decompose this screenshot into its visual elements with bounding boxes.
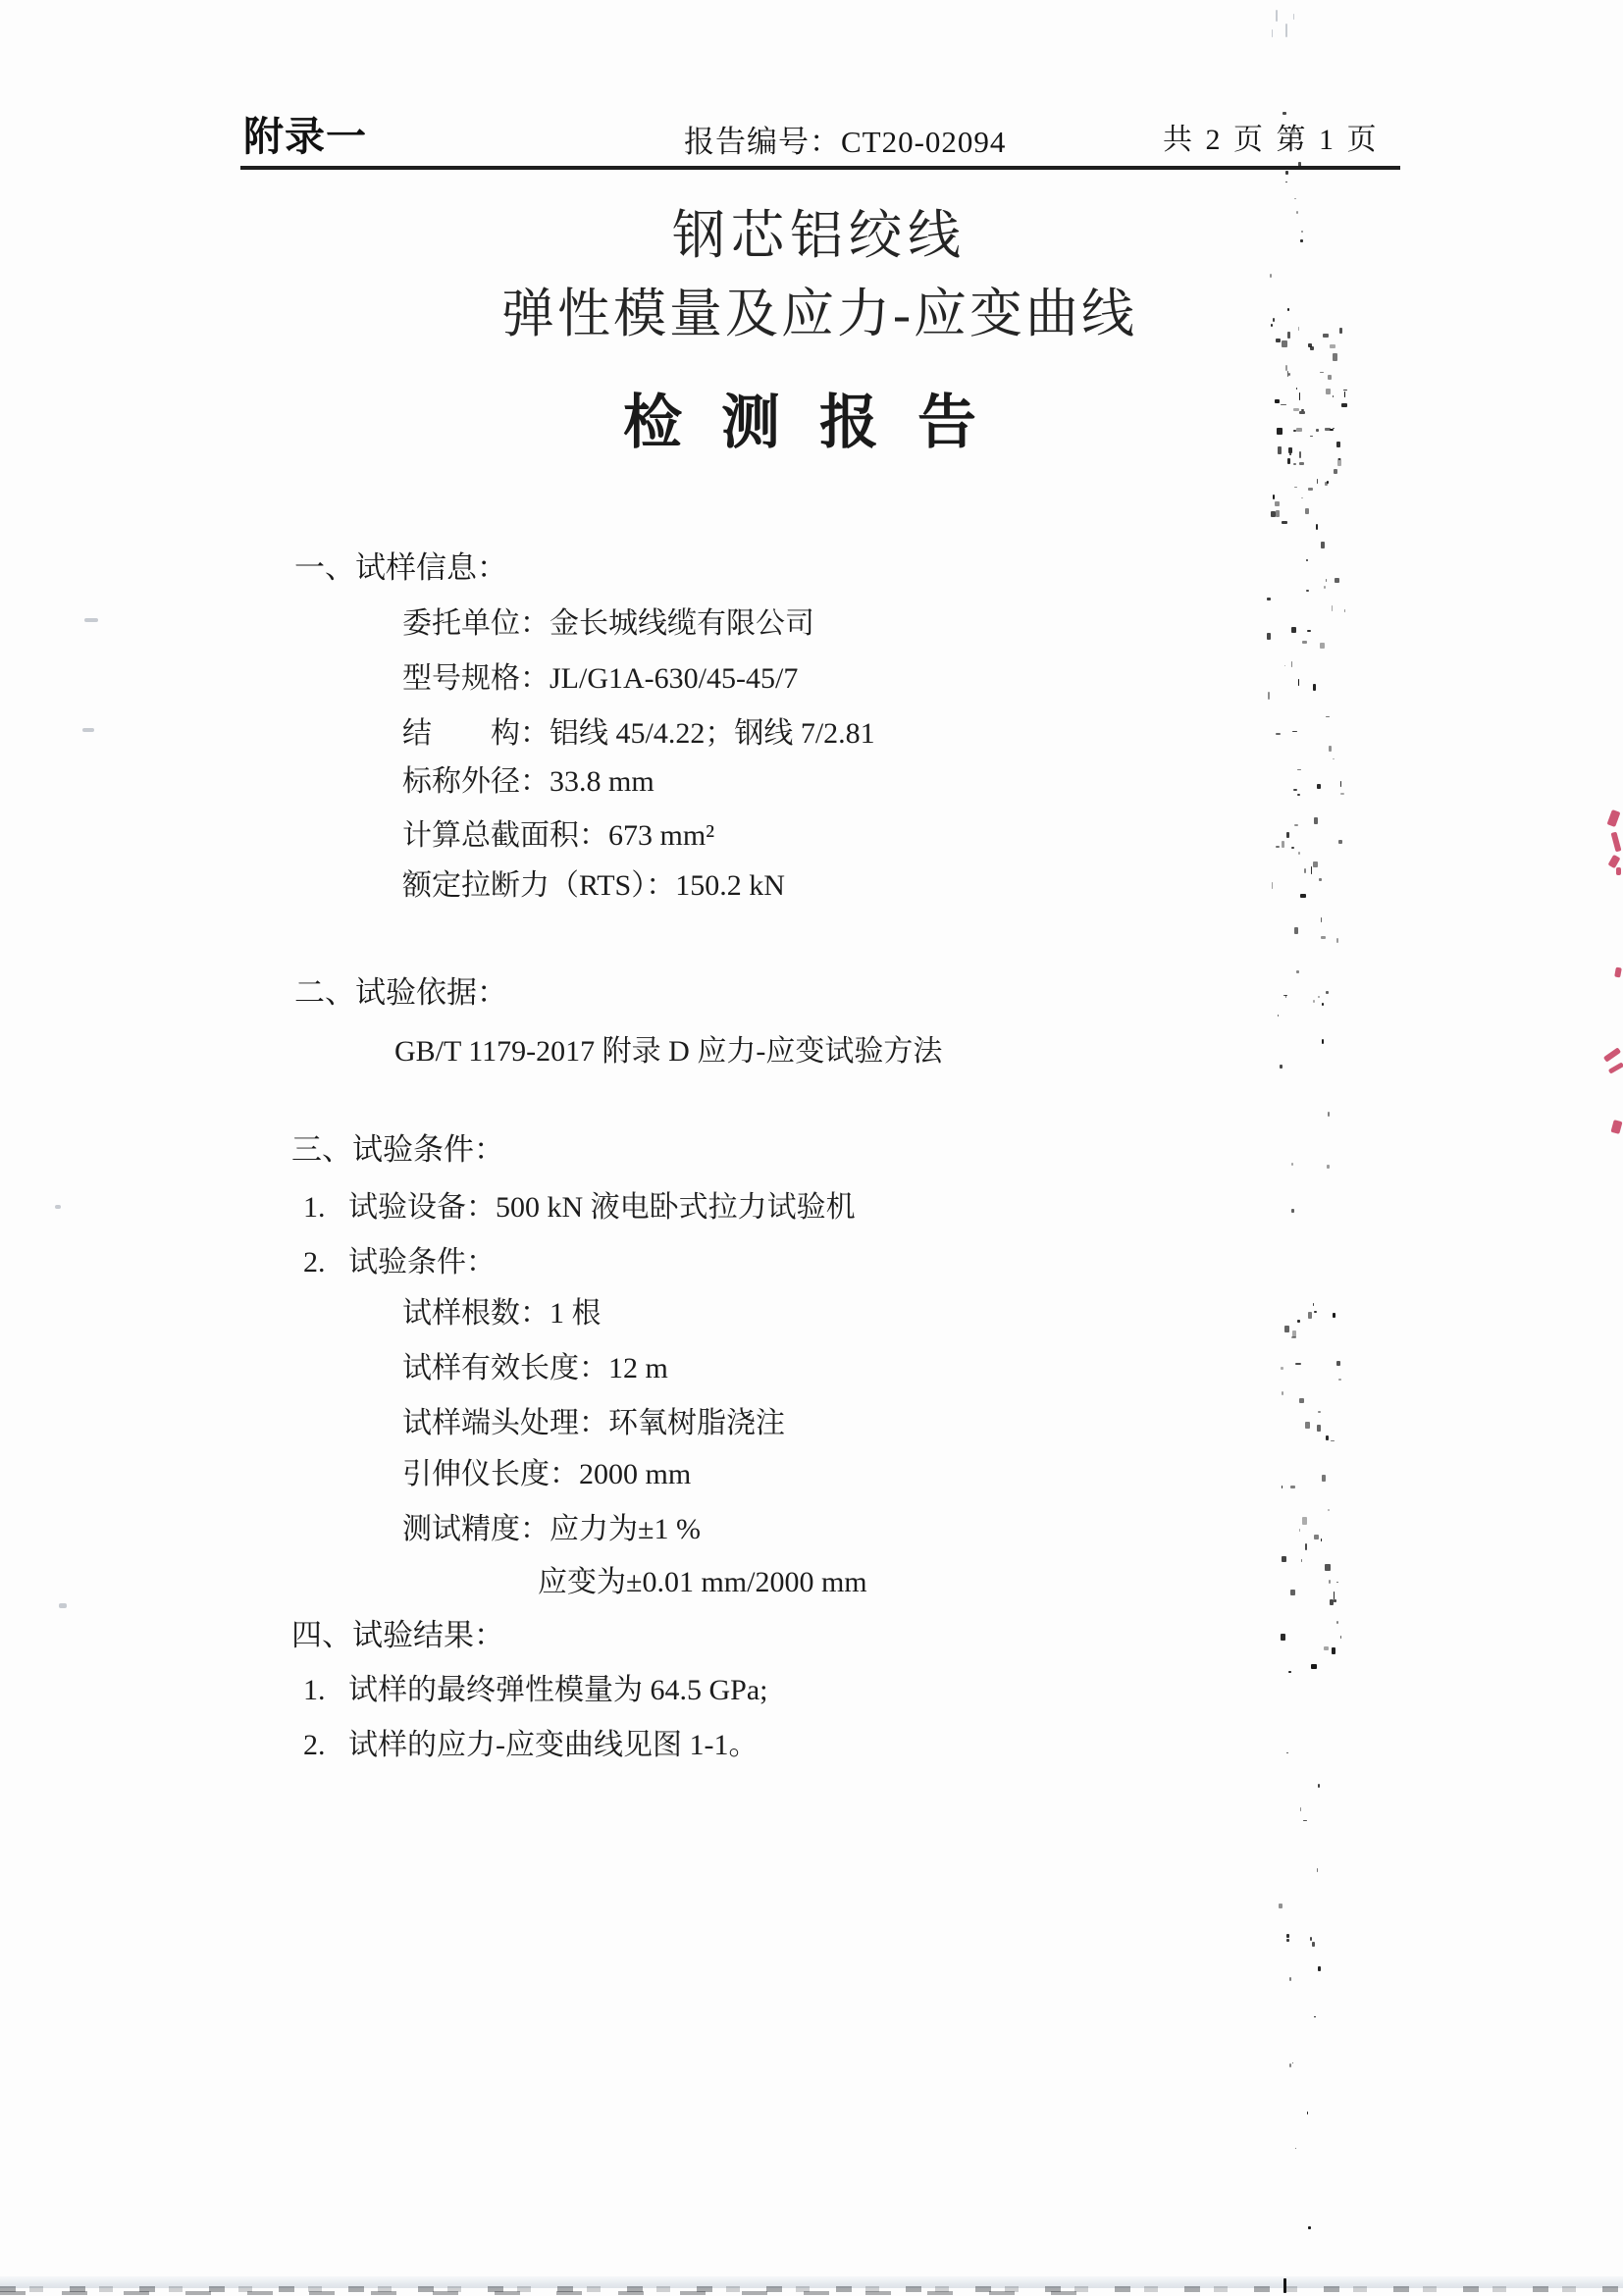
scan-speck (1313, 684, 1315, 692)
red-edge-mark (1610, 1120, 1622, 1134)
scan-speck (1301, 497, 1304, 498)
scan-speck (1318, 1784, 1320, 1788)
scan-speck (1299, 1529, 1300, 1532)
item-number: 2. (303, 1729, 326, 1761)
scan-speck (1289, 1977, 1292, 1981)
scan-speck (1339, 328, 1342, 334)
scan-speck (1288, 1671, 1291, 1673)
scan-speck (1282, 1556, 1286, 1562)
test-standard: GB/T 1179-2017 附录 D 应力-应变试验方法 (394, 1035, 943, 1068)
scan-speck (1293, 463, 1295, 465)
scan-speck (1277, 428, 1283, 435)
scan-speck (1344, 609, 1345, 612)
scan-speck (1286, 832, 1289, 838)
scan-speck (1328, 1112, 1330, 1116)
scan-speck (1318, 1411, 1320, 1413)
scan-speck (1295, 2148, 1297, 2149)
scan-speck (1278, 446, 1282, 454)
item-text: 试样的应力-应变曲线见图 1-1。 (348, 1729, 759, 1761)
sample-count: 试样根数：1 根 (402, 1297, 602, 1330)
scan-mark (82, 728, 94, 732)
scan-speck (1338, 458, 1340, 460)
scan-speck (1321, 936, 1326, 939)
scan-speck (1318, 996, 1320, 997)
scan-speck (1282, 340, 1287, 347)
scan-speck (1334, 1599, 1337, 1602)
red-edge-mark (1607, 809, 1621, 827)
scan-speck (1288, 447, 1292, 453)
scan-speck (1319, 878, 1322, 881)
scan-speck (1291, 627, 1296, 633)
scan-speck (1279, 1904, 1282, 1908)
scan-speck (1326, 579, 1327, 582)
scan-speck (1304, 868, 1306, 872)
scan-speck (1298, 679, 1300, 687)
scan-speck (1280, 1065, 1283, 1069)
sample-length: 试样有效长度：12 m (402, 1352, 668, 1384)
scan-speck (1276, 846, 1280, 848)
scan-speck (1305, 1543, 1307, 1550)
scan-speck (1336, 938, 1337, 944)
item-number: 1. (303, 1674, 326, 1706)
scan-speck (1324, 586, 1326, 589)
scan-speck (1272, 882, 1273, 889)
scan-speck (1283, 2278, 1286, 2293)
scan-speck (1338, 840, 1342, 844)
scan-speck (1286, 1934, 1289, 1937)
scan-speck (1302, 641, 1308, 644)
scan-speck (1308, 2226, 1311, 2229)
scan-bottom-dashes (0, 2291, 1079, 2295)
scan-speck (1285, 995, 1286, 998)
scan-speck (1288, 373, 1290, 376)
scan-speck (1307, 630, 1311, 631)
scan-speck (1291, 847, 1294, 849)
scan-speck (1330, 344, 1335, 348)
scan-speck (1291, 1163, 1294, 1166)
scan-speck (1299, 392, 1300, 399)
scan-speck (1336, 1621, 1338, 1624)
item-number: 1. (303, 1191, 326, 1224)
item-text: 试验条件： (348, 1246, 496, 1278)
scan-speck (1295, 1363, 1301, 1365)
accuracy-strain: 应变为±0.01 mm/2000 mm (538, 1566, 867, 1598)
scan-speck (1292, 731, 1297, 733)
scan-speck (1305, 508, 1309, 514)
scan-speck (1340, 781, 1342, 787)
scan-speck (1294, 487, 1296, 489)
scan-speck (1298, 327, 1299, 331)
red-edge-mark (1614, 967, 1622, 978)
scan-speck (1299, 462, 1304, 465)
item-text: 试样的最终弹性模量为 64.5 GPa; (348, 1674, 768, 1706)
sample-client: 委托单位：金长城线缆有限公司 (402, 607, 814, 640)
scan-speck (1276, 510, 1279, 517)
scan-speck (1276, 339, 1281, 342)
appendix-label: 附录一 (243, 114, 367, 159)
scan-speck (1276, 733, 1282, 735)
scan-speck (1282, 521, 1286, 524)
scan-speck (1322, 1039, 1324, 1044)
section1-heading: 一、试样信息： (294, 550, 507, 585)
scan-speck (1317, 1868, 1319, 1871)
scan-speck (1305, 1422, 1310, 1429)
red-edge-mark (1611, 832, 1622, 853)
red-edge-mark (1603, 1047, 1621, 1062)
scan-speck (1289, 2063, 1290, 2067)
scan-speck (1301, 1559, 1302, 1563)
scan-speck (1326, 1435, 1330, 1441)
scan-speck (1317, 1425, 1321, 1432)
scan-speck (1294, 198, 1295, 200)
section3-heading: 三、试验条件： (291, 1132, 504, 1167)
scan-speck (1321, 917, 1323, 922)
report-number: 报告编号：CT20-02094 (684, 125, 1007, 159)
scan-speck (1299, 1398, 1304, 1403)
scan-speck (1326, 716, 1330, 717)
scan-speck (1333, 1313, 1335, 1319)
scan-speck (1332, 605, 1333, 610)
scan-speck (1325, 428, 1330, 431)
scan-speck (1320, 643, 1325, 649)
scan-speck (1268, 692, 1269, 700)
scan-speck (1282, 841, 1285, 847)
result-modulus (303, 1674, 768, 1708)
scan-speck (1303, 1820, 1307, 1821)
conditions-line (303, 1246, 496, 1280)
scan-speck (1267, 633, 1271, 641)
scan-speck (1314, 1535, 1319, 1539)
scan-speck (1299, 411, 1305, 414)
scan-speck (1281, 1634, 1285, 1641)
scan-speck (1270, 274, 1272, 278)
scan-mark (55, 1205, 61, 1209)
sample-rts: 额定拉断力（RTS）：150.2 kN (402, 869, 785, 902)
title-line2: 弹性模量及应力-应变曲线 (501, 285, 1137, 343)
scan-speck (1271, 511, 1275, 518)
red-edge-mark (1616, 867, 1621, 875)
scan-speck (1324, 1646, 1329, 1650)
scan-speck (1334, 469, 1337, 474)
sample-model: 型号规格：JL/G1A-630/45-45/7 (402, 662, 799, 695)
scan-speck (1296, 428, 1302, 431)
item-text: 试验设备：500 kN 液电卧式拉力试验机 (348, 1191, 856, 1224)
scan-speck (1313, 861, 1317, 868)
scan-speck (1296, 388, 1297, 389)
scan-speck (1332, 1647, 1335, 1654)
scan-speck (1294, 927, 1297, 934)
end-treatment: 试样端头处理：环氧树脂浇注 (402, 1407, 785, 1439)
scan-speck (1327, 481, 1329, 484)
scan-speck (1336, 442, 1340, 447)
scan-speck (1308, 1312, 1313, 1319)
scan-speck (1300, 894, 1306, 898)
scan-speck (1311, 866, 1312, 874)
scan-speck (1335, 578, 1338, 583)
scan-speck (1273, 495, 1276, 499)
scan-speck (1327, 1165, 1330, 1169)
scan-speck (1329, 1580, 1330, 1585)
scan-speck (1293, 408, 1298, 411)
scan-speck (1290, 1486, 1296, 1488)
scan-speck (1306, 590, 1310, 592)
scan-mark (1293, 14, 1294, 20)
scan-speck (1313, 1303, 1314, 1306)
scan-speck (1326, 389, 1330, 393)
scan-speck (1311, 1664, 1316, 1669)
scan-speck (1325, 1564, 1331, 1570)
scan-speck (1308, 488, 1314, 490)
scan-speck (1285, 171, 1288, 174)
scan-speck (1320, 372, 1324, 373)
scan-speck (1317, 784, 1321, 790)
scan-speck (1318, 1966, 1322, 1971)
extensometer-length: 引伸仪长度：2000 mm (402, 1458, 692, 1490)
scan-speck (1321, 542, 1325, 548)
scan-speck (1308, 343, 1312, 347)
scan-speck (1310, 1937, 1312, 1941)
scan-speck (1299, 451, 1301, 458)
scan-speck (1300, 239, 1303, 242)
scan-speck (1296, 970, 1299, 973)
scan-speck (1285, 365, 1287, 371)
scan-speck (1297, 769, 1301, 770)
scan-speck (1282, 1391, 1283, 1395)
scan-speck (1283, 112, 1286, 115)
section2-heading: 二、试验依据： (294, 975, 507, 1010)
sample-area: 计算总截面积：673 mm² (402, 819, 715, 852)
scan-mark (1272, 29, 1273, 37)
scan-speck (1317, 479, 1318, 483)
scan-speck (1334, 1592, 1335, 1599)
scan-mark (1285, 24, 1287, 37)
scan-speck (1284, 665, 1286, 666)
scan-speck (1267, 598, 1271, 600)
scan-speck (1291, 661, 1292, 667)
scan-speck (1333, 758, 1335, 760)
section4-heading: 四、试验结果： (291, 1618, 504, 1652)
scan-mark (84, 618, 98, 622)
scan-speck (1281, 1367, 1283, 1370)
scan-speck (1321, 1539, 1322, 1540)
scan-speck (1287, 332, 1290, 339)
scan-speck (1326, 991, 1329, 994)
result-curve (303, 1729, 758, 1763)
scan-speck (1307, 2112, 1308, 2114)
scan-speck (1290, 1590, 1295, 1596)
scan-speck (1292, 1331, 1295, 1337)
item-number: 2. (303, 1246, 326, 1278)
sample-diameter: 标称外径：33.8 mm (402, 765, 654, 798)
scan-speck (1297, 1320, 1300, 1323)
scan-speck (1286, 1752, 1288, 1753)
scan-speck (1336, 1361, 1340, 1365)
scan-speck (1275, 501, 1280, 506)
sample-structure: 结 构：铝线 45/4.22；钢线 7/2.81 (402, 717, 875, 750)
scan-speck (1323, 334, 1329, 338)
scan-speck (1300, 1807, 1302, 1811)
title-line3: 检测报告 (623, 390, 1016, 455)
page-count: 共 2 页 第 1 页 (1163, 124, 1380, 156)
scan-speck (1306, 559, 1308, 561)
scan-speck (1312, 1942, 1315, 1947)
scan-speck (1294, 824, 1298, 826)
scan-speck (1278, 1015, 1280, 1017)
scan-speck (1298, 852, 1300, 855)
scan-speck (1328, 1509, 1329, 1512)
scan-speck (1322, 1003, 1324, 1006)
scan-speck (1302, 1517, 1307, 1525)
scan-speck (1340, 793, 1343, 794)
scan-mark (1276, 10, 1278, 22)
scan-speck (1291, 1209, 1293, 1213)
scan-speck (1314, 1311, 1317, 1313)
scan-speck (1316, 524, 1318, 530)
scan-speck (1331, 1440, 1335, 1441)
scan-speck (1273, 318, 1275, 322)
red-edge-mark (1608, 1062, 1623, 1073)
scan-speck (1333, 353, 1338, 361)
scan-speck (1292, 2062, 1293, 2063)
scan-speck (1313, 1000, 1314, 1003)
scan-speck (1328, 375, 1332, 380)
scan-speck (1282, 1486, 1283, 1489)
scan-speck (1291, 128, 1295, 132)
accuracy-stress: 测试精度：应力为±1 % (402, 1513, 701, 1545)
scan-speck (1296, 211, 1298, 214)
scan-speck (1341, 403, 1346, 407)
header-divider (240, 166, 1400, 170)
scan-speck (1297, 794, 1300, 796)
scan-speck (1286, 1939, 1290, 1942)
scan-speck (1275, 399, 1280, 403)
scan-speck (1287, 458, 1290, 464)
scan-speck (1298, 162, 1301, 167)
scan-mark (59, 1603, 67, 1608)
scan-speck (1322, 1475, 1326, 1482)
scan-speck (1284, 1326, 1289, 1331)
scan-speck (1285, 182, 1287, 183)
equipment-line (303, 1191, 856, 1226)
scan-speck (1336, 1582, 1338, 1583)
scan-speck (1314, 817, 1318, 824)
scan-speck (1338, 1379, 1341, 1381)
scan-speck (1314, 2016, 1316, 2017)
title-line1: 钢芯铝绞线 (672, 206, 967, 265)
scan-speck (1340, 1636, 1341, 1640)
scan-speck (1329, 746, 1332, 752)
scan-speck (1293, 789, 1297, 791)
